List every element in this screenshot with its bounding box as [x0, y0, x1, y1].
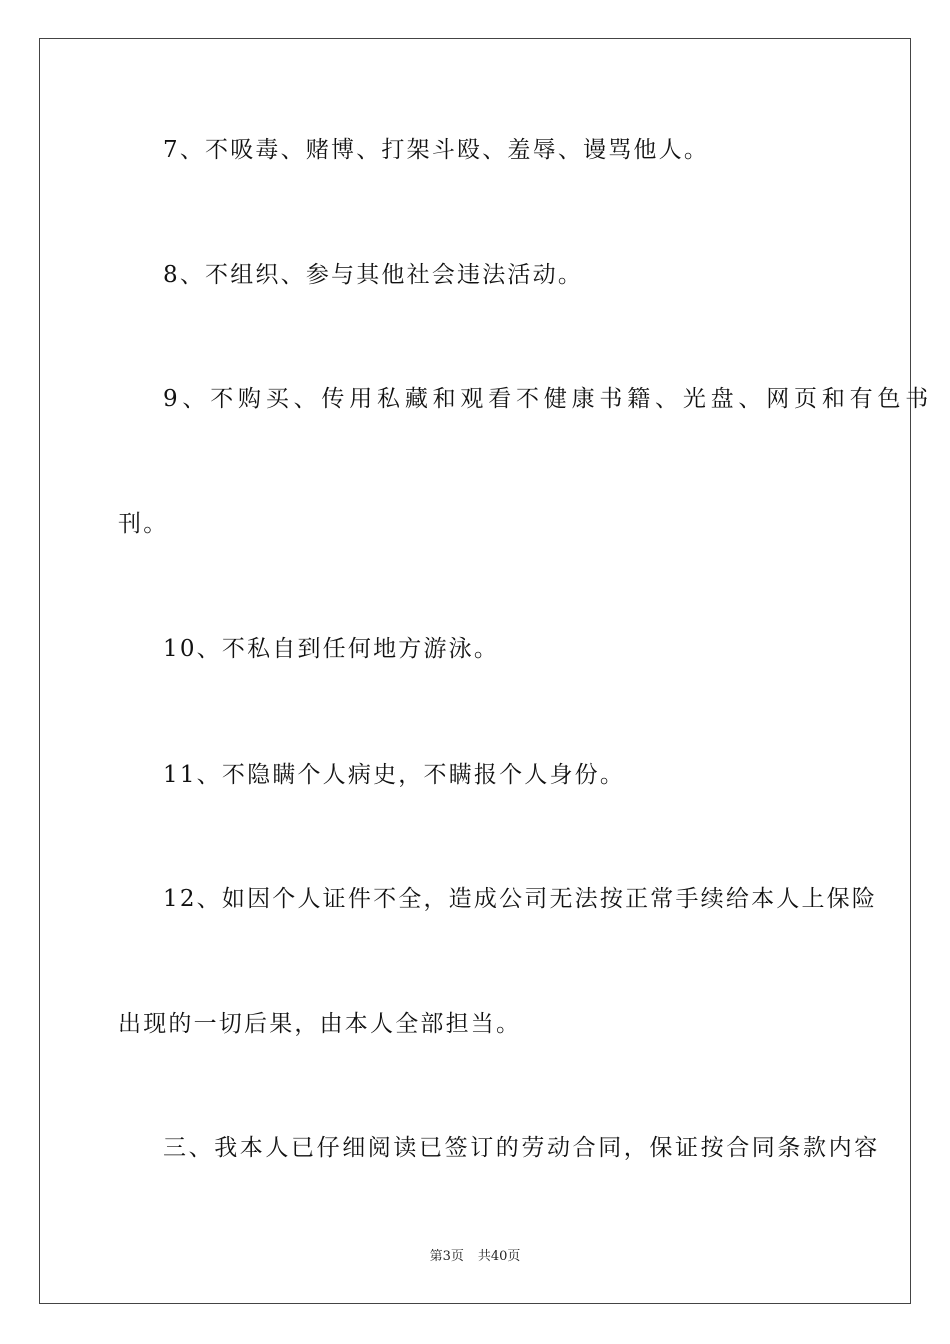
page-border: [39, 38, 934, 1304]
paragraph-item-9-line-2: 刊。: [118, 511, 169, 537]
paragraph-item-11: 11、不隐瞒个人病史，不瞒报个人身份。: [163, 762, 626, 788]
paragraph-item-12-line-1: 12、如因个人证件不全，造成公司无法按正常手续给本人上保险: [163, 886, 878, 912]
page-footer: [0, 1248, 950, 1266]
paragraph-item-8: 8、不组织、参与其他社会违法活动。: [163, 262, 584, 288]
paragraph-section-3: 三、我本人已仔细阅读已签订的劳动合同，保证按合同条款内容: [163, 1135, 880, 1161]
paragraph-item-10: 10、不私自到任何地方游泳。: [163, 636, 500, 662]
page-total: 共40页: [477, 1249, 521, 1264]
paragraph-item-12-line-2: 出现的一切后果，由本人全部担当。: [118, 1011, 522, 1037]
paragraph-item-9-line-1: 9、不购买、传用私藏和观看不健康书籍、光盘、网页和有色书: [163, 386, 934, 412]
page-number: 第3页: [429, 1249, 464, 1264]
paragraph-item-7: 7、不吸毒、赌博、打架斗殴、羞辱、谩骂他人。: [163, 137, 710, 163]
